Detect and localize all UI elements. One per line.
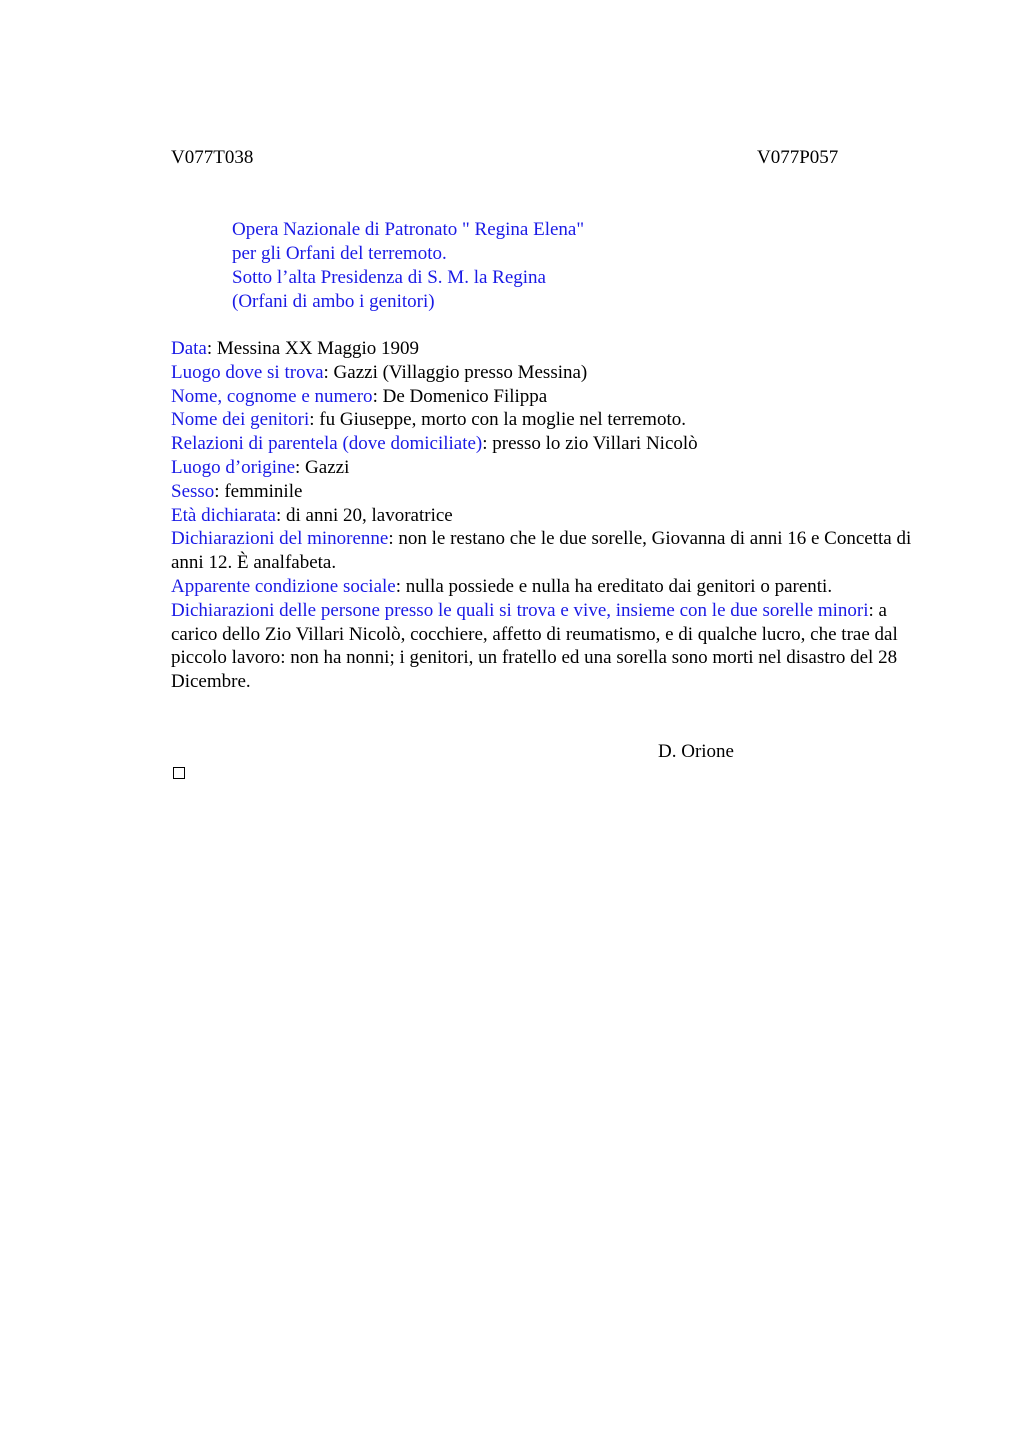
header-line: Opera Nazionale di Patronato " Regina Elena"	[232, 219, 585, 240]
field-value: nulla possiede e nulla ha ereditato dai genitori o parenti.	[405, 575, 833, 597]
field-label: Sesso	[171, 480, 215, 502]
field-dichiarazioni-del-minorenne	[171, 527, 916, 575]
signature: D. Orione	[658, 741, 734, 762]
field-value: di anni 20, lavoratrice	[286, 504, 453, 526]
field-separator: :	[482, 433, 493, 455]
field-luogo-dove-si-trova	[171, 361, 916, 385]
field-separator: :	[323, 361, 334, 383]
document-code-right: V077P057	[757, 147, 839, 168]
record-fields	[171, 337, 916, 694]
field-apparente-condizione-sociale	[171, 575, 916, 599]
field-label: Dichiarazioni delle persone presso le quali si trova e vive, insieme con le due sorelle minori	[171, 599, 869, 621]
field-dichiarazioni-delle-persone	[171, 599, 916, 694]
field-value: femminile	[224, 480, 303, 502]
field-label: Nome dei genitori	[171, 409, 310, 431]
field-relazioni-di-parentela	[171, 432, 916, 456]
field-eta-dichiarata	[171, 504, 916, 528]
field-value: Gazzi (Villaggio presso Messina)	[333, 361, 588, 383]
header-line: (Orfani di ambo i genitori)	[232, 291, 435, 312]
field-luogo-d-origine	[171, 456, 916, 480]
field-separator: :	[206, 338, 217, 359]
field-value: Messina XX Maggio 1909	[216, 338, 420, 359]
document-code-left: V077T038	[171, 147, 254, 168]
field-label: Apparente condizione sociale	[171, 575, 396, 597]
field-label: Data	[171, 338, 207, 359]
field-label: Nome, cognome e numero	[171, 385, 373, 407]
field-label: Età dichiarata	[171, 504, 276, 526]
header-line: Sotto l’alta Presidenza di S. M. la Regina	[232, 267, 546, 288]
field-value: a carico dello Zio Villari Nicolò, cocchiere, affetto di reumatismo, e di qualche lucro, che trae dal piccolo lavoro: non ha nonni; i genitori, un fratello ed una sorella sono morti nel disastro del 28 Dicembre.	[171, 599, 898, 693]
field-label: Luogo dove si trova	[171, 361, 324, 383]
checkbox-square-icon	[173, 767, 185, 779]
institution-header	[232, 218, 584, 314]
field-value: Gazzi	[305, 456, 350, 478]
field-separator: :	[295, 456, 306, 478]
field-value: presso lo zio Villari Nicolò	[492, 433, 698, 455]
field-separator: :	[309, 409, 320, 431]
field-label: Dichiarazioni del minorenne	[171, 528, 389, 550]
header-line: per gli Orfani del terremoto.	[232, 243, 447, 264]
field-separator: :	[395, 575, 406, 597]
field-nome-cognome-numero	[171, 385, 916, 409]
field-value: De Domenico Filippa	[382, 385, 548, 407]
field-separator: :	[275, 504, 286, 526]
field-separator: :	[214, 480, 225, 502]
field-nome-dei-genitori	[171, 408, 916, 432]
field-sesso	[171, 480, 916, 504]
field-separator: :	[372, 385, 383, 407]
field-label: Luogo d’origine	[171, 456, 296, 478]
field-separator: :	[388, 528, 399, 550]
field-data	[171, 337, 916, 361]
field-label: Relazioni di parentela (dove domiciliate)	[171, 433, 483, 455]
field-value: non le restano che le due sorelle, Giovanna di anni 16 e Concetta di anni 12. È analfabeta.	[171, 528, 912, 574]
field-value: fu Giuseppe, morto con la moglie nel terremoto.	[319, 409, 686, 431]
field-separator: :	[868, 599, 879, 621]
